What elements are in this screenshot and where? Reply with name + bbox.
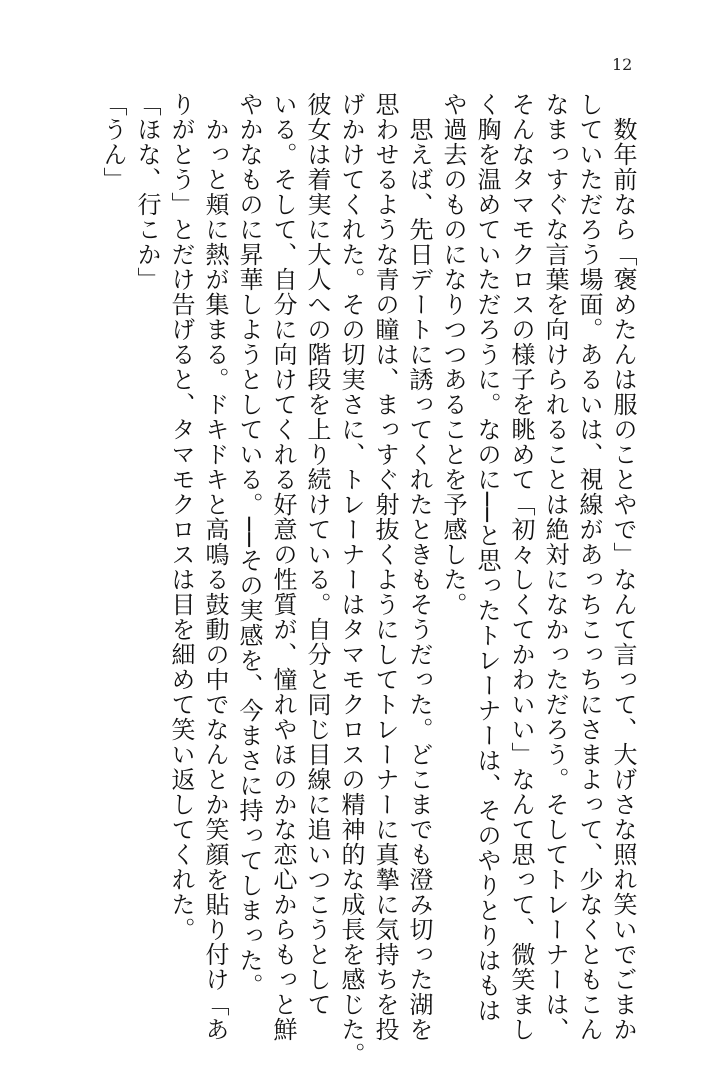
text-line: なまっすぐな言葉を向けられることは絶対になかっただろう。そしてトレーナーは、 [541, 92, 569, 1042]
page-number: 12 [612, 55, 633, 74]
text-line: 思えば、先日デートに誘ってくれたときもそうだった。どこまでも澄み切った湖を [405, 92, 433, 1042]
text-line: く胸を温めていただろうに。なのに──と思ったトレーナーは、そのやりとりはもは [473, 92, 501, 1023]
text-line: そんなタマモクロスの様子を眺めて「初々しくてかわいい」なんて思って、微笑まし [507, 92, 535, 1042]
text-line: かっと頬に熱が集まる。ドキドキと高鳴る鼓動の中でなんとか笑顔を貼り付け「あ [201, 92, 229, 1042]
body-text [80, 92, 640, 1067]
text-line: げかけてくれた。その切実さに、トレーナーはタマモクロスの精神的な成長を感じた。 [337, 92, 365, 1067]
text-line: いる。そして、自分に向けてくれる好意の性質が、憧れやほのかな恋心からもっと鮮 [269, 92, 297, 1042]
text-line: 「ほな、行こか」 [133, 92, 161, 292]
text-line: 彼女は着実に大人への階段を上り続けている。自分と同じ目線に追いつこうとして [303, 92, 331, 1017]
text-line: 思わせるような青の瞳は、まっすぐ射抜くようにしてトレーナーに真摯に気持ちを投 [371, 92, 399, 1042]
text-line: 「うん」 [99, 92, 127, 192]
text-line: やかなものに昇華しようとしている。──その実感を、今まさに持ってしまった。 [235, 92, 263, 998]
text-line: りがとう」とだけ告げると、タマモクロスは目を細めて笑い返してくれた。 [167, 92, 195, 942]
text-line: していただろう場面。あるいは、視線があっちこっちにさまよって、少なくともこん [575, 92, 603, 1042]
text-line: や過去のものになりつつあることを予感した。 [439, 92, 467, 617]
text-line: 数年前なら「褒めたんは服のことやで」なんて言って、大げさな照れ笑いでごまか [609, 92, 637, 1042]
